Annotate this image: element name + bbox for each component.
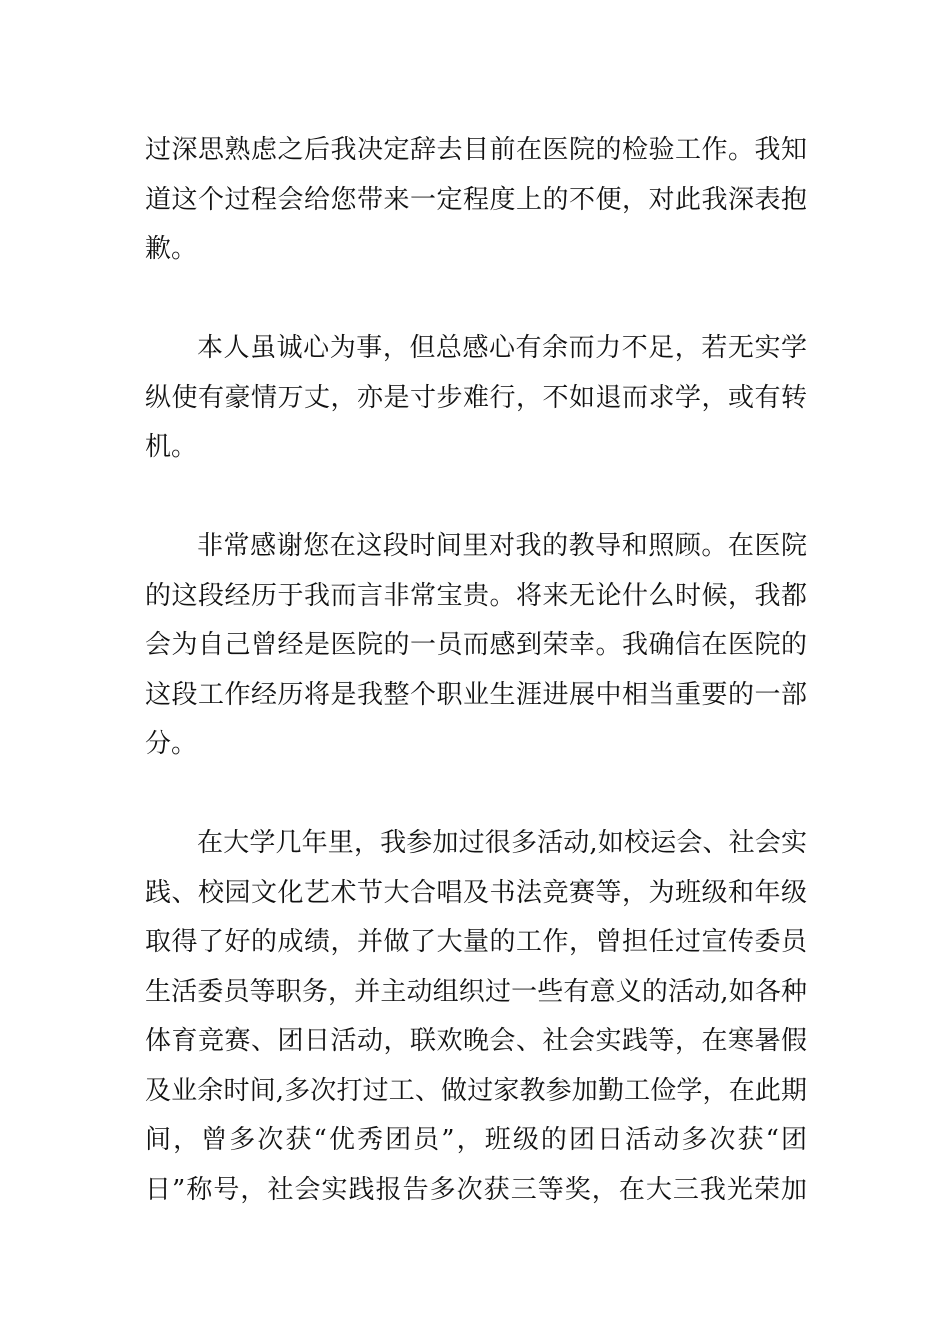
paragraph-1	[145, 126, 807, 275]
text-line: 会为自己曾经是医院的一员而感到荣幸。我确信在医院的	[145, 630, 807, 660]
text-line: 的这段经历于我而言非常宝贵。将来无论什么时候，我都	[145, 580, 807, 611]
text-line: 体育竞赛、团日活动，联欢晚会、社会实践等，在寒暑假	[145, 1026, 807, 1056]
text-line: 本人虽诚心为事，但总感心有余而力不足，若无实学	[197, 333, 807, 363]
text-line: 生活委员等职务，并主动组织过一些有意义的活动,如各种	[145, 976, 807, 1007]
document-body	[145, 126, 807, 1265]
paragraph-3	[145, 522, 807, 770]
text-line: 歉。	[145, 234, 198, 264]
text-line: 道这个过程会给您带来一定程度上的不便，对此我深表抱	[145, 184, 807, 215]
text-line: 非常感谢您在这段时间里对我的教导和照顾。在医院	[197, 531, 807, 561]
paragraph-4	[145, 819, 807, 1215]
text-line: 日”称号，社会实践报告多次获三等奖，在大三我光荣加	[145, 1174, 807, 1205]
text-line: 取得了好的成绩，并做了大量的工作，曾担任过宣传委员	[145, 927, 807, 957]
text-line: 这段工作经历将是我整个职业生涯进展中相当重要的一部	[145, 679, 807, 710]
text-line: 分。	[145, 729, 198, 759]
text-line: 在大学几年里，我参加过很多活动,如校运会、社会实	[197, 828, 807, 858]
text-line: 过深思熟虑之后我决定辞去目前在医院的检验工作。我知	[145, 135, 807, 165]
text-line: 机。	[145, 432, 198, 462]
text-line: 纵使有豪情万丈，亦是寸步难行，不如退而求学，或有转	[145, 382, 807, 413]
text-line: 及业余时间,多次打过工、做过家教参加勤工俭学，在此期	[145, 1075, 807, 1106]
paragraph-2	[145, 324, 807, 473]
text-line: 间，曾多次获“优秀团员”，班级的团日活动多次获“团	[145, 1125, 807, 1155]
text-line: 践、校园文化艺术节大合唱及书法竞赛等，为班级和年级	[145, 877, 807, 908]
